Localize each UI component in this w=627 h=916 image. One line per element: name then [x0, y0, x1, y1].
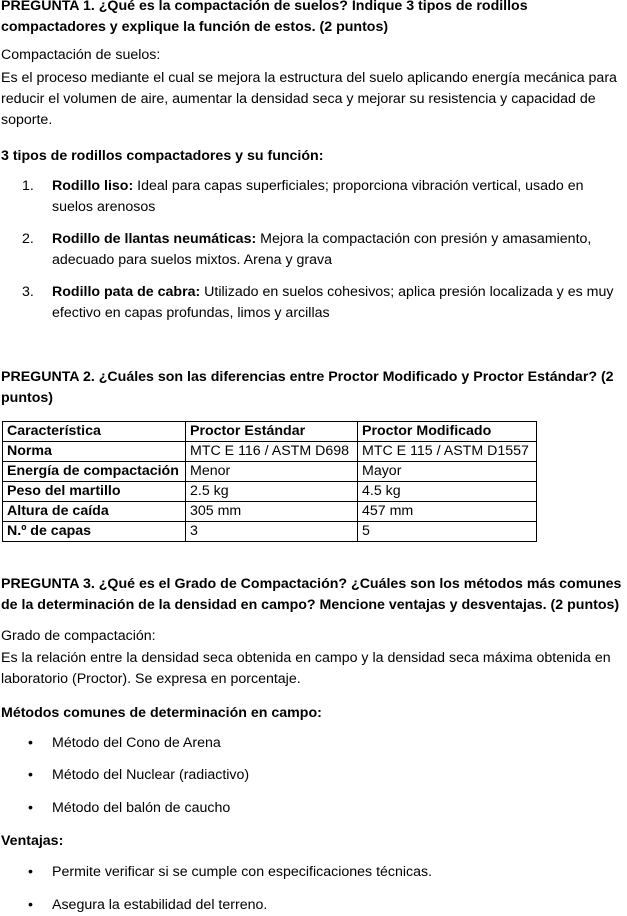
roller-description: Mejora la compactación con presión y amasamiento, adecuado para suelos mixtos. Arena y grava — [52, 231, 592, 268]
method-text: Método del Nuclear (radiactivo) — [52, 767, 250, 783]
method-text: Método del Cono de Arena — [52, 735, 221, 751]
table-row — [3, 522, 537, 542]
table-cell: 2.5 kg — [186, 482, 358, 502]
method-list-item — [28, 733, 618, 754]
table-row — [3, 482, 537, 502]
q3-definition-heading: Grado de compactación: — [1, 628, 156, 644]
table-cell: Mayor — [358, 462, 537, 482]
q3-methods-heading: Métodos comunes de determinación en campo: — [1, 705, 322, 721]
advantage-list-item — [28, 895, 618, 916]
table-row — [3, 442, 537, 462]
table-cell: Peso del martillo — [3, 482, 186, 502]
item-number: 2. — [22, 231, 34, 247]
bullet-icon: • — [28, 767, 33, 783]
table-cell: Energía de compactación — [3, 462, 186, 482]
bullet-icon: • — [28, 735, 33, 751]
roller-name: Rodillo de llantas neumáticas: — [52, 231, 257, 247]
q1-title: PREGUNTA 1. ¿Qué es la compactación de suelos? Indique 3 tipos de rodillos compactadores y explique la función de estos. (2 puntos) — [1, 0, 528, 35]
method-text: Método del balón de caucho — [52, 800, 231, 816]
item-number: 3. — [22, 284, 34, 300]
table-cell: Altura de caída — [3, 502, 186, 522]
table-header-row — [3, 422, 537, 442]
table-cell: 457 mm — [358, 502, 537, 522]
method-list-item — [28, 765, 618, 786]
advantage-text: Asegura la estabilidad del terreno. — [52, 897, 268, 913]
q1-types-heading: 3 tipos de rodillos compactadores y su función: — [1, 148, 324, 164]
roller-type-item — [22, 229, 622, 271]
bullet-icon: • — [28, 864, 33, 880]
q3-advantages-heading: Ventajas: — [1, 833, 64, 849]
advantage-text: Permite verificar si se cumple con especificaciones técnicas. — [52, 864, 433, 880]
table-row — [3, 502, 537, 522]
method-list-item — [28, 798, 618, 819]
table-cell: 305 mm — [186, 502, 358, 522]
roller-type-item — [22, 282, 622, 324]
table-cell: Norma — [3, 442, 186, 462]
table-cell: MTC E 115 / ASTM D1557 — [358, 442, 537, 462]
table-header-cell: Característica — [3, 422, 186, 442]
table-cell: N.º de capas — [3, 522, 186, 542]
table-cell: 4.5 kg — [358, 482, 537, 502]
bullet-icon: • — [28, 800, 33, 816]
proctor-comparison-table — [2, 421, 537, 542]
table-row — [3, 462, 537, 482]
table-cell: 3 — [186, 522, 358, 542]
bullet-icon: • — [28, 897, 33, 913]
roller-name: Rodillo liso: — [52, 178, 134, 194]
q3-definition-text: Es la relación entre la densidad seca obtenida en campo y la densidad seca máxima obtenida en laboratorio (Proctor). Se expresa en porcentaje. — [1, 650, 611, 687]
roller-name: Rodillo pata de cabra: — [52, 284, 201, 300]
table-cell: MTC E 116 / ASTM D698 — [186, 442, 358, 462]
item-number: 1. — [22, 178, 34, 194]
roller-description: Ideal para capas superficiales; proporciona vibración vertical, usado en suelos arenosos — [52, 178, 584, 215]
q2-title: PREGUNTA 2. ¿Cuáles son las diferencias entre Proctor Modificado y Proctor Estándar? (2 puntos) — [1, 369, 614, 406]
roller-description: Utilizado en suelos cohesivos; aplica presión localizada y es muy efectivo en capas profundas, limos y arcillas — [52, 284, 614, 321]
advantage-list-item — [28, 862, 618, 883]
q3-title: PREGUNTA 3. ¿Qué es el Grado de Compactación? ¿Cuáles son los métodos más comunes de la determinación de la densidad en campo? Mencione ventajas y desventajas. (2 puntos) — [1, 576, 622, 613]
roller-type-item — [22, 176, 622, 218]
table-cell: 5 — [358, 522, 537, 542]
table-header-cell: Proctor Modificado — [358, 422, 537, 442]
table-header-cell: Proctor Estándar — [186, 422, 358, 442]
table-cell: Menor — [186, 462, 358, 482]
q1-definition-text: Es el proceso mediante el cual se mejora la estructura del suelo aplicando energía mecánica para reducir el volumen de aire, aumentar la densidad seca y mejorar su resistencia y capacidad de soporte. — [1, 70, 617, 128]
q1-definition-heading: Compactación de suelos: — [1, 47, 161, 63]
